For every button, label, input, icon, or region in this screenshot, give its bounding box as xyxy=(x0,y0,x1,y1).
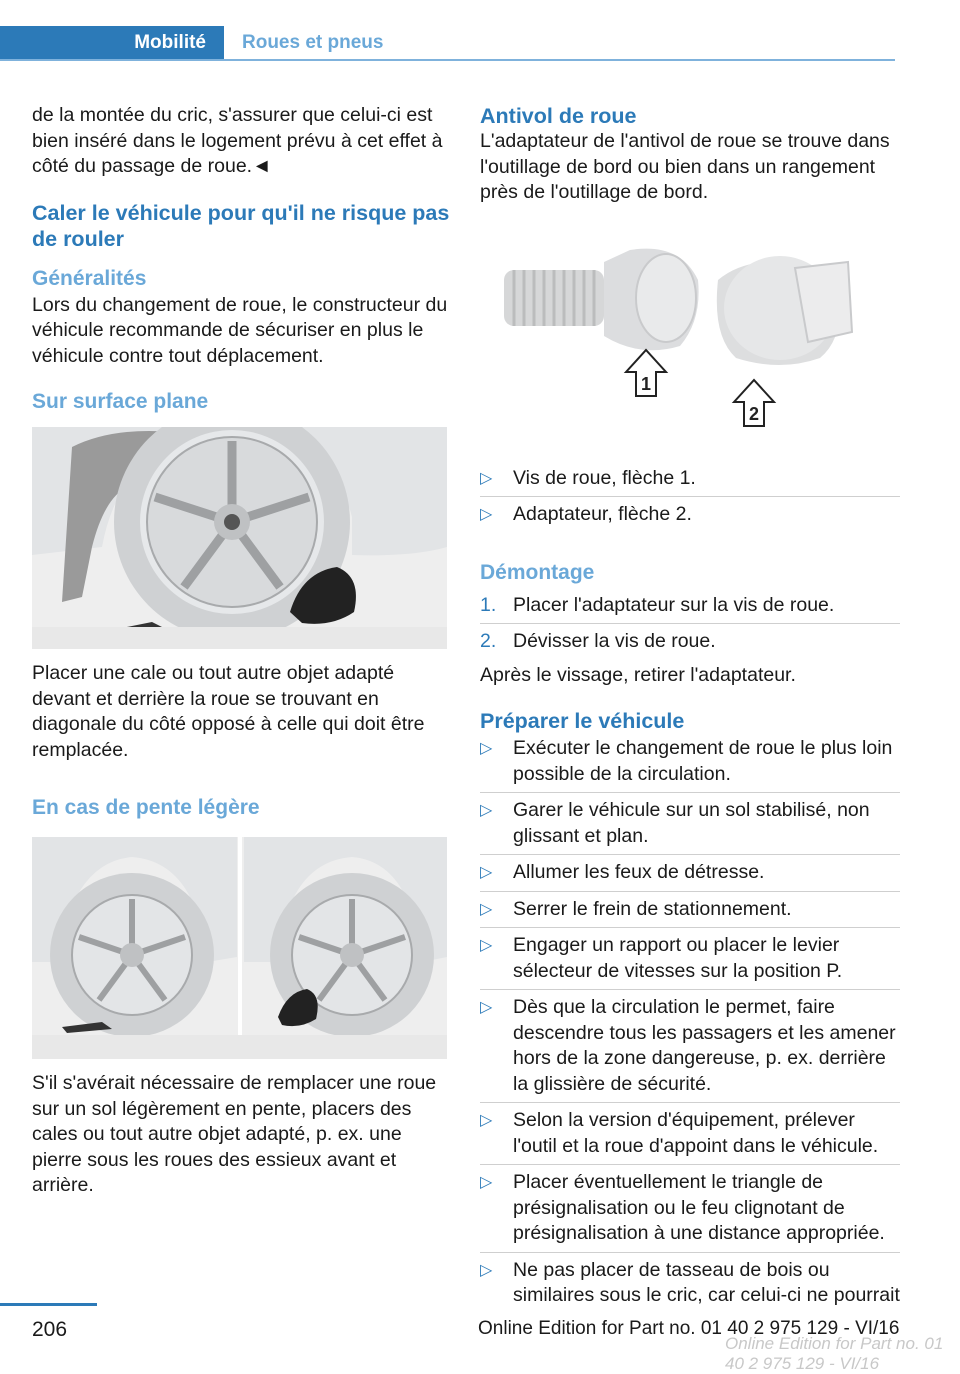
triangle-bullet-icon: ▷ xyxy=(480,506,493,523)
triangle-bullet-icon: ▷ xyxy=(480,740,493,757)
figure-label-2: 2 xyxy=(748,403,760,424)
heading-wheel-lock: Antivol de roue xyxy=(480,104,637,128)
triangle-bullet-icon: ▷ xyxy=(480,802,493,819)
triangle-bullet-icon: ▷ xyxy=(480,1112,493,1129)
heading-removal: Démontage xyxy=(480,560,595,584)
general-paragraph: Lors du changement de roue, le constructeur du véhicule recommande de sécuriser en plus le véhicule contre tout déplacement. xyxy=(32,293,448,367)
list-item: ▷ Vis de roue, flèche 1. xyxy=(480,466,900,492)
triangle-bullet-icon: ▷ xyxy=(480,1174,493,1191)
list-item: 1. Placer l'adaptateur sur la vis de roue. xyxy=(480,593,835,616)
list-item: ▷ Selon la version d'équipement, prélever l'outil et la roue d'appoint dans le véhicule. xyxy=(480,1102,900,1159)
triangle-bullet-icon: ▷ xyxy=(480,999,493,1016)
figure-wheel-lock xyxy=(480,240,895,450)
flat-surface-paragraph: Placer une cale ou tout autre objet adapté devant et derrière la roue se trouvant en diagonale du côté opposé à celle qui doit être remplacée. xyxy=(32,662,425,761)
heading-prepare-vehicle: Préparer le véhicule xyxy=(480,709,685,733)
tab-section[interactable]: Mobilité xyxy=(0,26,224,60)
heading-slight-slope: En cas de pente légère xyxy=(32,796,260,819)
list-item: ▷ Engager un rapport ou placer le levier sélecteur de vitesses sur la position P. xyxy=(480,927,900,984)
edition-text: Online Edition for Part no. 01 40 2 975 129 - VI/16 xyxy=(478,1318,900,1339)
watermark: Online Edition for Part no. 01 40 2 975 129 - VI/16 xyxy=(725,1334,944,1373)
triangle-bullet-icon: ▷ xyxy=(480,1261,493,1279)
list-item: ▷ Ne pas placer de tasseau de bois ou similaires sous le cric, car celui-ci ne pourrait xyxy=(480,1252,900,1309)
slight-slope-paragraph: S'il s'avérait nécessaire de remplacer une roue sur un sol légèrement en pente, placers des cales ou tout autre objet adapté, p. ex. une pierre sous les roues des essieux avant et arrière. xyxy=(32,1072,437,1196)
list-item: ▷ Dès que la circulation le permet, faire descendre tous les passagers et les amener hors de la zone dangereuse, p. ex. derrière la glissière de sécurité. xyxy=(480,989,900,1097)
triangle-bullet-icon: ▷ xyxy=(480,469,493,487)
figure-slight-slope xyxy=(32,837,447,1059)
prepare-list xyxy=(480,736,900,1309)
left-column xyxy=(32,100,450,1199)
slope-chock-illustration xyxy=(32,837,447,1059)
wheel-lock-list xyxy=(480,466,900,528)
right-column xyxy=(480,100,900,1309)
list-item: ▷ Serrer le frein de stationnement. xyxy=(480,891,900,923)
figure-label-1: 1 xyxy=(640,373,652,394)
after-paragraph: Après le vissage, retirer l'adaptateur. xyxy=(480,663,796,686)
list-item: ▷ Placer éventuellement le triangle de présignalisation ou le feu clignotant de présignalisation à une distance appropriée. xyxy=(480,1164,900,1247)
heading-flat-surface: Sur surface plane xyxy=(32,390,209,413)
triangle-bullet-icon: ▷ xyxy=(480,900,493,918)
page-header xyxy=(0,26,895,60)
list-item: ▷ Allumer les feux de détresse. xyxy=(480,854,900,886)
list-item: ▷ Adaptateur, flèche 2. xyxy=(480,496,900,528)
triangle-bullet-icon: ▷ xyxy=(480,937,493,954)
heading-secure-vehicle: Caler le véhicule pour qu'il ne risque pas de rouler xyxy=(32,200,450,251)
intro-paragraph: de la montée du cric, s'assurer que celui-ci est bien inséré dans le logement prévu à cet effet à côté du passage de roue.◄ xyxy=(32,104,443,177)
wheel-lock-paragraph: L'adaptateur de l'antivol de roue se trouve dans l'outillage de bord ou bien dans un rangement près de l'outillage de bord. xyxy=(480,130,890,203)
header-divider xyxy=(0,59,895,61)
figure-flat-surface xyxy=(32,427,447,649)
heading-general: Généralités xyxy=(32,266,147,290)
wheel-chock-illustration xyxy=(32,427,447,649)
triangle-bullet-icon: ▷ xyxy=(480,864,493,881)
list-item: ▷ Exécuter le changement de roue le plus loin possible de la circulation. xyxy=(480,737,893,785)
list-item: ▷ Garer le véhicule sur un sol stabilisé, non glissant et plan. xyxy=(480,792,900,849)
removal-steps xyxy=(480,593,900,655)
wheel-lock-illustration xyxy=(480,240,895,450)
tab-chapter[interactable]: Roues et pneus xyxy=(242,32,384,53)
list-item: 2. Dévisser la vis de roue. xyxy=(480,623,900,655)
footer-divider xyxy=(0,1303,97,1306)
page-number: 206 xyxy=(32,1318,68,1341)
